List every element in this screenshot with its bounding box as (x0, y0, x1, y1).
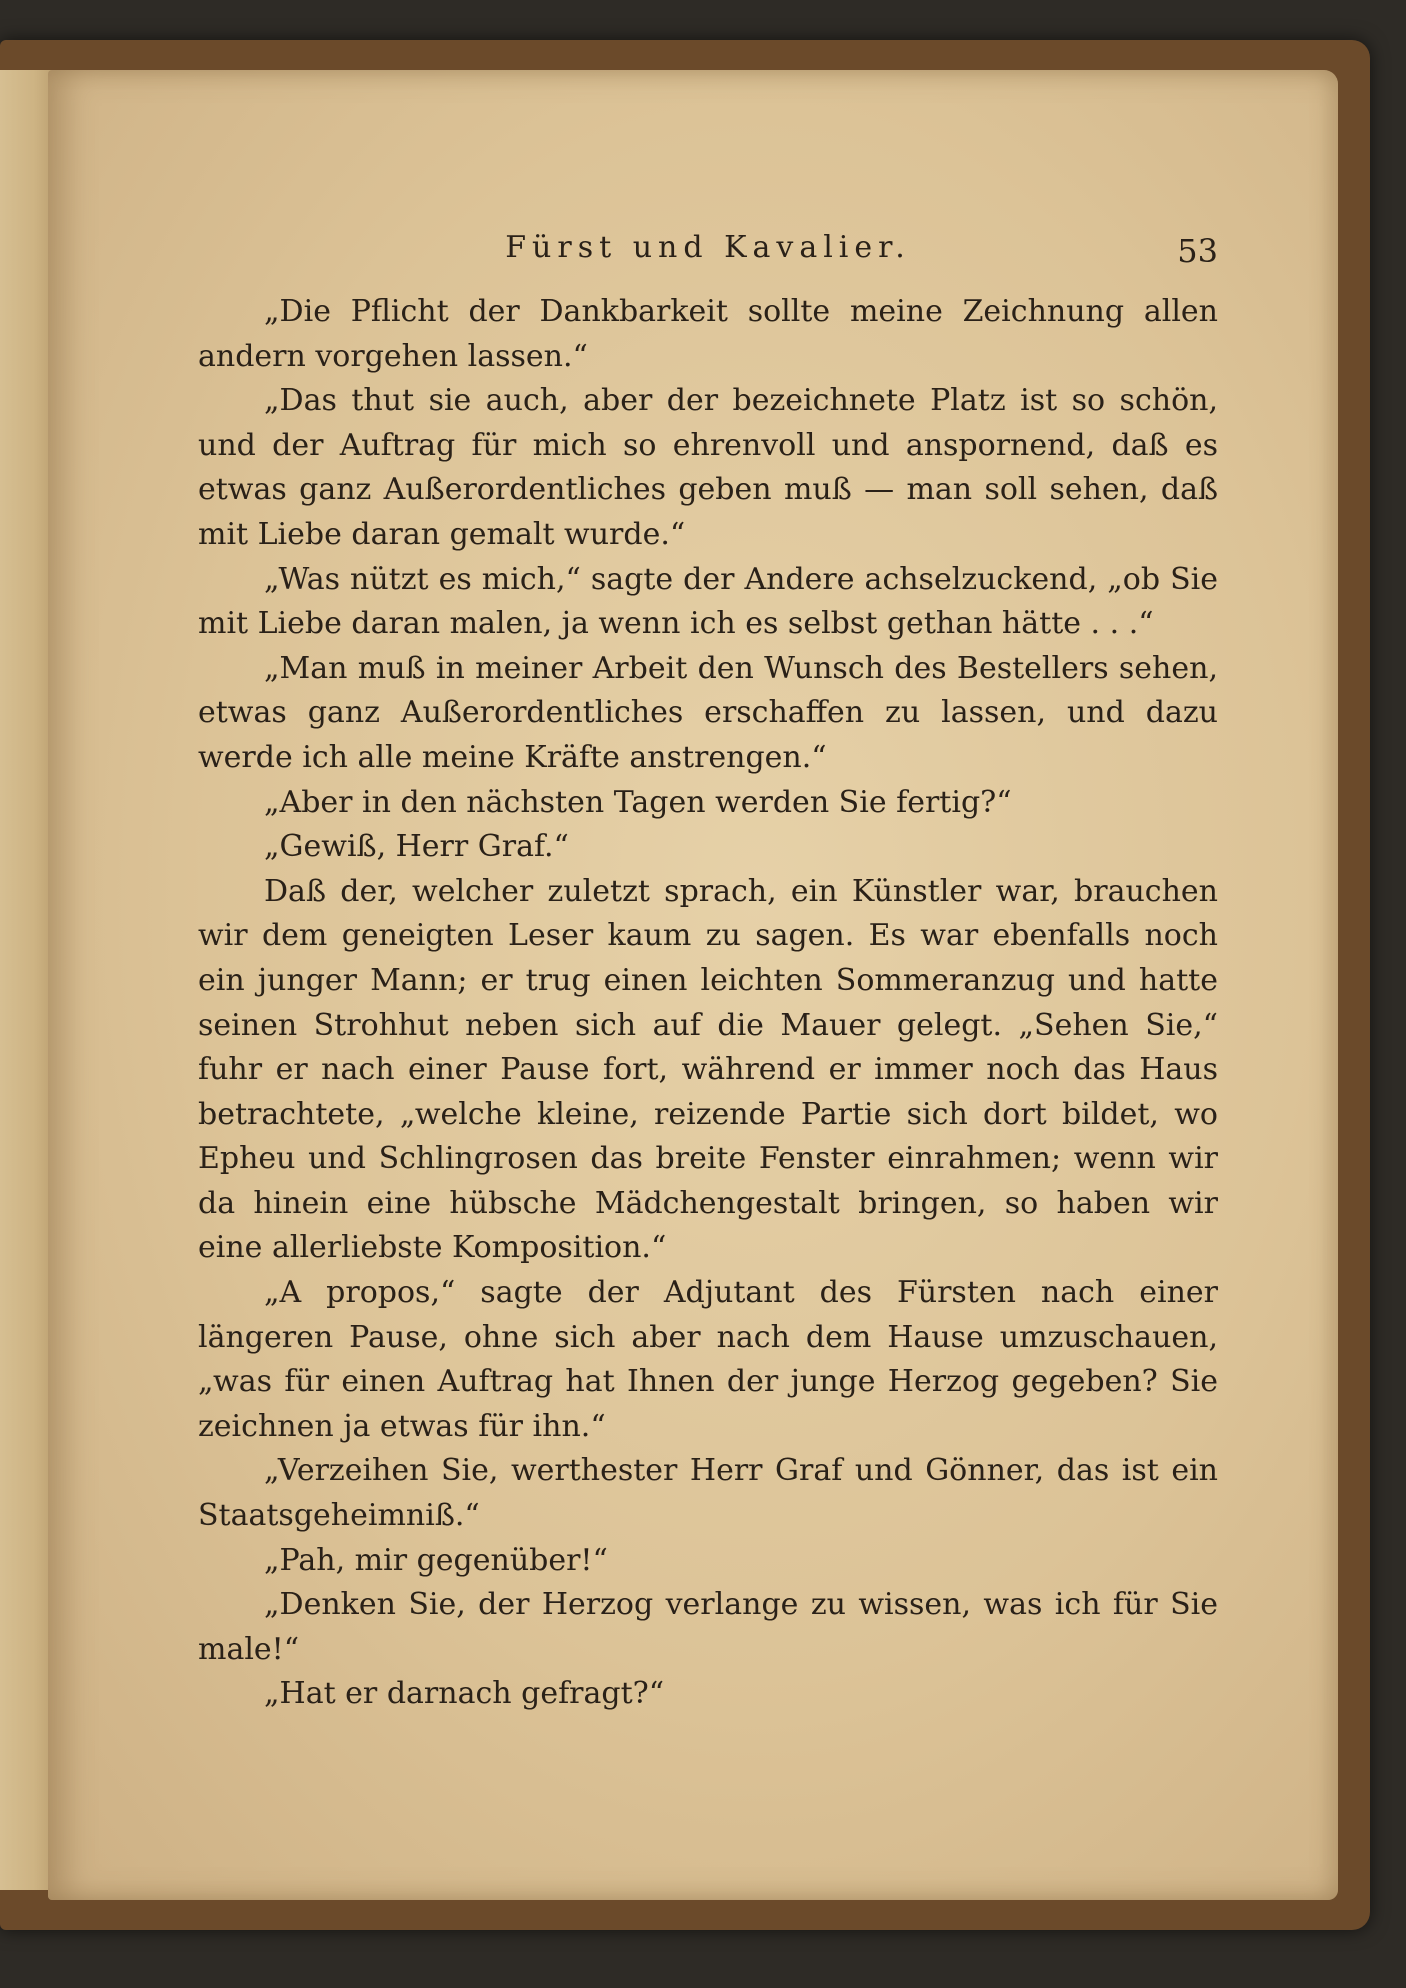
paragraph: Daß der, welcher zuletzt sprach, ein Künstler war, brauchen wir dem geneigten Leser kaum zu sagen. Es war ebenfalls noch ein junger Mann; er trug einen leichten Sommeranzug und hatte seinen Strohhut neben sich auf die Mauer gelegt. „Sehen Sie,“ fuhr er nach einer Pause fort, während er immer noch das Haus betrachtete, „welche kleine, reizende Partie sich dort bildet, wo Epheu und Schlingrosen das breite Fenster einrahmen; wenn wir da hinein eine hübsche Mädchengestalt bringen, so haben wir eine allerliebste Komposition.“ (198, 873, 1218, 1266)
paragraph: „Was nützt es mich,“ sagte der Andere achselzuckend, „ob Sie mit Liebe daran malen, ja wenn ich es selbst gethan hätte . . .“ (198, 561, 1218, 642)
paragraph: „Die Pflicht der Dankbarkeit sollte meine Zeichnung allen andern vorgehen lassen.“ (198, 294, 1218, 374)
paragraph: „Pah, mir gegenüber!“ (264, 1542, 608, 1578)
paragraph: „Das thut sie auch, aber der bezeichnete Platz ist so schön, und der Auftrag für mich so ehrenvoll und anspornend, daß es etwas ganz Außerordentliches geben muß — man soll sehen, daß mit Liebe daran gemalt wurde.“ (198, 383, 1218, 552)
paragraph: „Verzeihen Sie, werthester Herr Graf und Gönner, das ist ein Staatsgeheimniß.“ (198, 1453, 1218, 1534)
paragraph: „Hat er darnach gefragt?“ (264, 1676, 665, 1712)
paragraph: „Aber in den nächsten Tagen werden Sie fertig?“ (264, 784, 1012, 820)
page-content (198, 230, 1218, 1717)
paragraph: „Denken Sie, der Herzog verlange zu wissen, was ich für Sie male!“ (198, 1587, 1218, 1667)
paragraph: „A propos,“ sagte der Adjutant des Fürsten nach einer längeren Pause, ohne sich aber nach dem Hause umzuschauen, „was für einen Auftrag hat Ihnen der junge Herzog gegeben? Sie zeichnen ja etwas für ihn.“ (198, 1275, 1218, 1444)
running-title: Fürst und Kavalier. (505, 230, 911, 265)
paragraph: „Gewiß, Herr Graf.“ (264, 829, 569, 865)
running-head (198, 230, 1218, 290)
book-page (48, 70, 1338, 1900)
body-text (198, 290, 1218, 1717)
paragraph: „Man muß in meiner Arbeit den Wunsch des Bestellers sehen, etwas ganz Außerordentliches erschaffen zu lassen, und dazu werde ich alle meine Kräfte anstrengen.“ (198, 650, 1218, 775)
page-number: 53 (1177, 232, 1218, 270)
